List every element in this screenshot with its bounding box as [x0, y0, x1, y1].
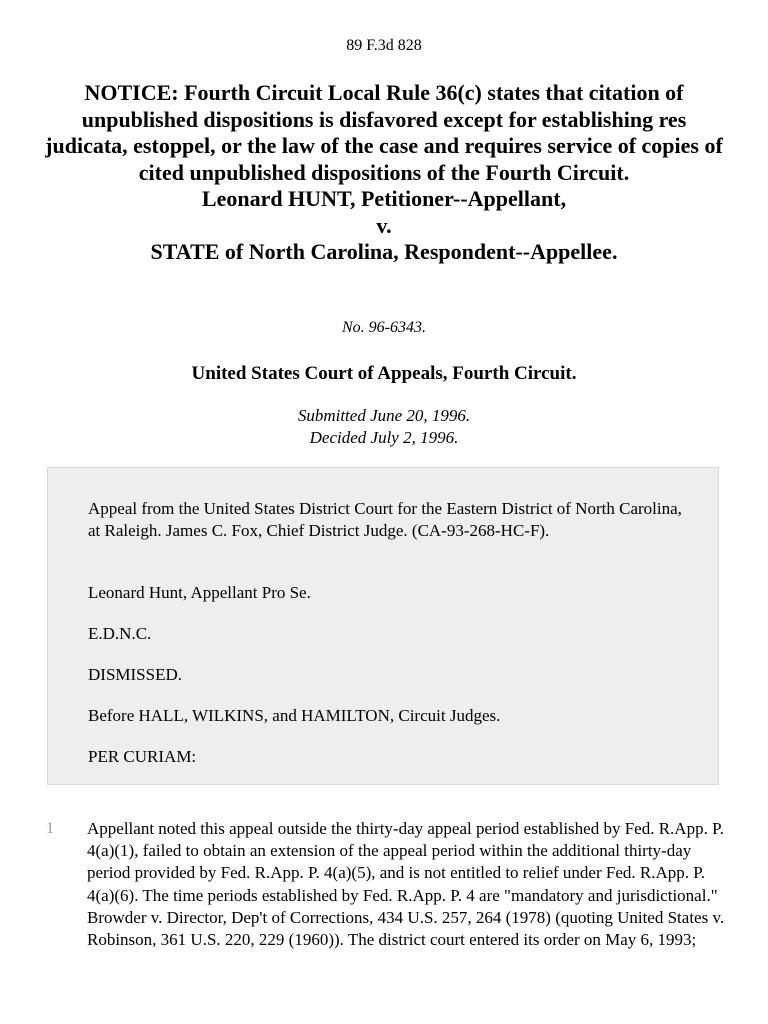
- appellee-party: STATE of North Carolina, Respondent--Appellee.: [150, 239, 618, 264]
- appeal-from-text: Appeal from the United States District Court for the Eastern District of North Carolina, at Raleigh. James C. Fox, Chief District Judge. (CA-93-268-HC-F).: [88, 499, 682, 540]
- panel-text: Before HALL, WILKINS, and HAMILTON, Circuit Judges.: [88, 706, 501, 725]
- paragraph-text: Appellant noted this appeal outside the thirty-day appeal period established by Fed. R.App. P. 4(a)(1), failed to obtain an extension of the appeal period within the additional thirty-day period provided by Fed. R.App. P. 4(a)(5), and is not entitled to relief under Fed. R.App. P. 4(a)(6). The time periods established by Fed. R.App. P. 4 are "mandatory and jurisdictional." Browder v. Director, Dep't of Corrections, 434 U.S. 257, 264 (1978) (quoting United States v. Robinson, 361 U.S. 220, 229 (1960)). The district court entered its order on May 6, 1993;: [87, 819, 725, 950]
- paragraph-number: 1: [46, 820, 54, 837]
- decided-date: Decided July 2, 1996.: [309, 428, 459, 447]
- per-curiam-label: PER CURIAM:: [88, 747, 197, 766]
- counsel-text: Leonard Hunt, Appellant Pro Se.: [88, 583, 311, 602]
- court-name: United States Court of Appeals, Fourth Circuit.: [191, 363, 577, 384]
- disposition-text: DISMISSED.: [88, 665, 182, 684]
- case-heading: [40, 80, 728, 266]
- reporter-citation: 89 F.3d 828: [346, 37, 422, 54]
- docket-number: No. 96-6343.: [342, 319, 426, 336]
- district-text: E.D.N.C.: [88, 624, 152, 643]
- case-summary-box: [47, 467, 719, 785]
- versus-label: v.: [376, 212, 392, 238]
- submitted-date: Submitted June 20, 1996.: [297, 406, 471, 425]
- appellant-party: Leonard HUNT, Petitioner--Appellant,: [201, 186, 567, 211]
- notice-text: NOTICE: Fourth Circuit Local Rule 36(c) states that citation of unpublished dispositions is disfavored except for establishing res judicata, estoppel, or the law of the case and requires service of copies of cited unpublished dispositions of the Fourth Circuit.: [45, 80, 723, 185]
- decision-dates: [0, 405, 768, 449]
